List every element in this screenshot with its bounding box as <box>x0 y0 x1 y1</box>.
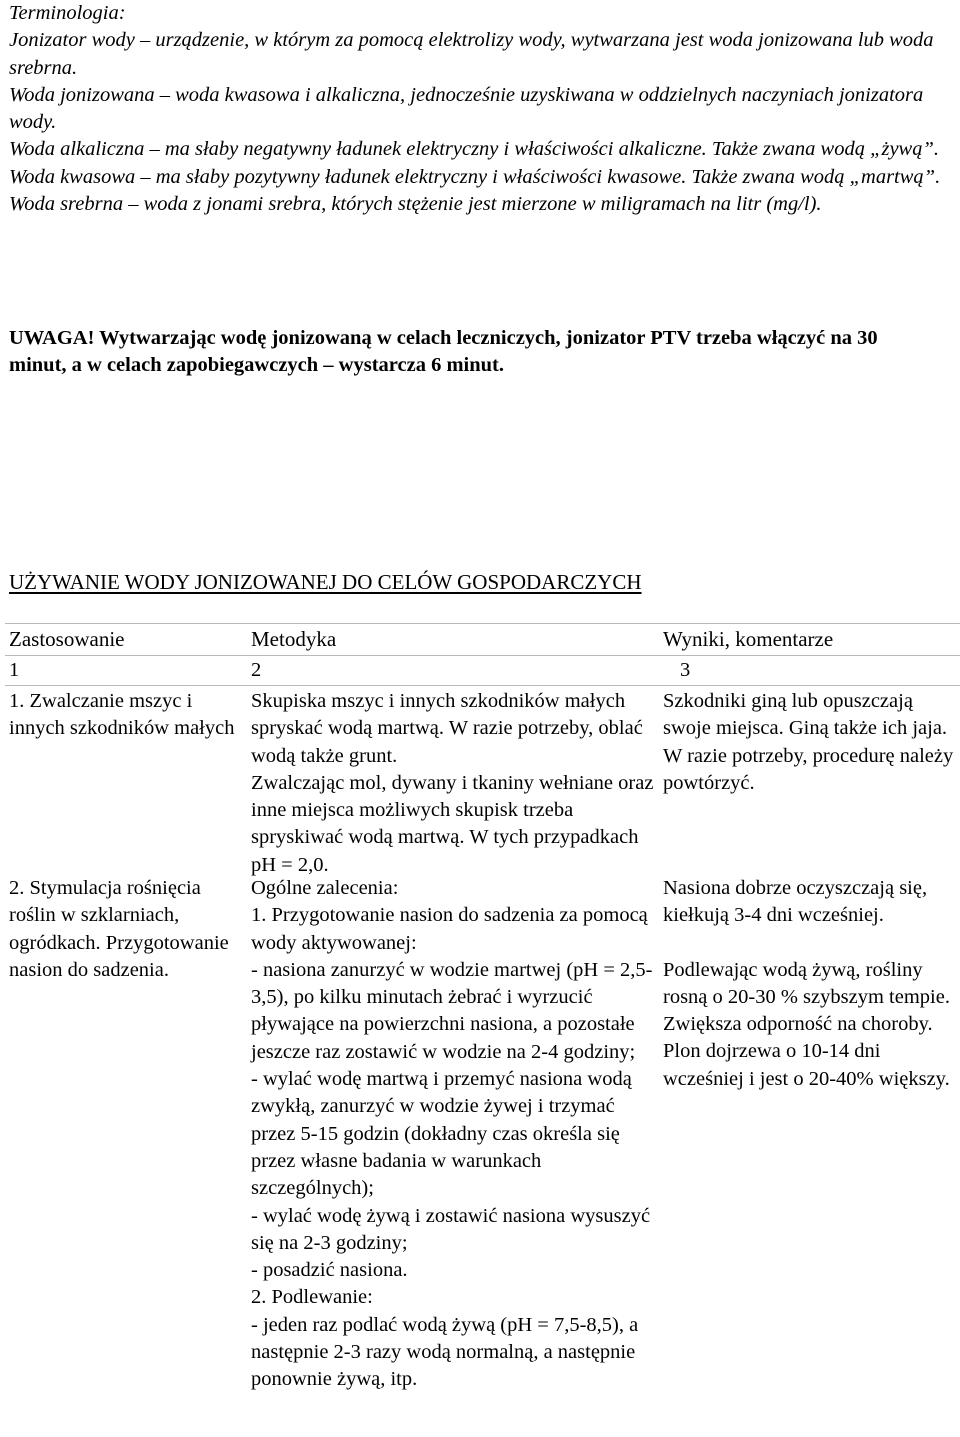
term-alkaline-water: Woda alkaliczna – ma słaby negatywny ładunek elektryczny i właściwości alkaliczne. Także zwana wodą „żywą”. <box>9 138 939 161</box>
cell-method-2 <box>251 875 659 1394</box>
table-header-row <box>5 623 960 655</box>
results-2-paragraph-1: Nasiona dobrze oczyszczają się, kiełkują 3-4 dni wcześniej. <box>663 877 928 927</box>
cell-results-1 <box>663 688 960 797</box>
table-row-plants <box>5 877 960 1437</box>
header-application: Zastosowanie <box>9 627 125 651</box>
terminology-section <box>9 0 949 218</box>
method-2-paragraph-6: - posadzić nasiona. <box>251 1259 408 1282</box>
method-2-paragraph-5: - wylać wodę żywą i zostawić nasiona wysuszyć się na 2-3 godziny; <box>251 1204 651 1254</box>
table-row-pests <box>5 685 960 877</box>
column-number-3: 3 <box>680 659 691 681</box>
cell-method-1 <box>251 688 659 879</box>
cell-application-2: 2. Stymulacja rośnięcia roślin w szklarniach, ogródkach. Przygotowanie nasion do sadzenia. <box>9 877 229 981</box>
results-2-paragraph-3: Plon dojrzewa o 10-14 dni wcześniej i jest o 20-40% większy. <box>663 1040 950 1090</box>
method-2-paragraph-3: - nasiona zanurzyć w wodzie martwej (pH = 2,5-3,5), po kilku minutach żebrać i wyrzucić pływające na powierzchni nasiona, a pozostałe jeszcze raz zostawić w wodzie na 2-4 godziny; <box>251 958 653 1063</box>
method-2-paragraph-2: 1. Przygotowanie nasion do sadzenia za pomocą wody aktywowanej: <box>251 904 648 954</box>
method-2-paragraph-8: - jeden raz podlać wodą żywą (pH = 7,5-8,5), a następnie 2-3 razy wodą normalną, a następnie ponownie żywą, itp. <box>251 1313 639 1391</box>
column-number-1: 1 <box>9 659 20 681</box>
column-number-2: 2 <box>251 659 262 681</box>
terminology-heading: Terminologia: <box>9 2 126 24</box>
header-results: Wyniki, komentarze <box>663 627 834 651</box>
results-2-paragraph-2: Podlewając wodą żywą, rośliny rosną o 20-30 % szybszym tempie. Zwiększa odporność na choroby. <box>663 958 950 1036</box>
results-1-paragraph-2: W razie potrzeby, procedurę należy powtórzyć. <box>663 744 954 794</box>
method-2-paragraph-7: 2. Podlewanie: <box>251 1286 373 1309</box>
warning-note: UWAGA! Wytwarzając wodę jonizowaną w celach leczniczych, jonizator PTV trzeba włączyć na 30 minut, a w celach zapobiegawczych – wystarcza 6 minut. <box>9 327 878 377</box>
usage-table <box>5 623 960 1437</box>
section-title: UŻYWANIE WODY JONIZOWANEJ DO CELÓW GOSPODARCZYCH <box>9 570 642 594</box>
term-silver-water: Woda srebrna – woda z jonami srebra, których stężenie jest mierzone w miligramach na litr (mg/l). <box>9 193 822 216</box>
method-1-paragraph-1: Skupiska mszyc i innych szkodników małych spryskać wodą martwą. W razie potrzeby, oblać wodą także grunt. <box>251 690 643 767</box>
method-1-paragraph-2: Zwalczając mol, dywany i tkaniny wełniane oraz inne miejsca możliwych skupisk trzeba spryskiwać wodą martwą. W tych przypadkach pH = 2,0. <box>251 771 654 876</box>
cell-results-2 <box>663 875 960 1093</box>
method-2-paragraph-1: Ogólne zalecenia: <box>251 877 399 899</box>
results-1-paragraph-1: Szkodniki giną lub opuszczają swoje miejsca. Giną także ich jaja. <box>663 690 948 740</box>
table-number-row <box>5 655 960 685</box>
header-method: Metodyka <box>251 627 337 651</box>
term-acidic-water: Woda kwasowa – ma słaby pozytywny ładunek elektryczny i właściwości kwasowe. Także zwana wodą „martwą”. <box>9 165 941 188</box>
term-ionized-water: Woda jonizowana – woda kwasowa i alkaliczna, jednocześnie uzyskiwana w oddzielnych naczyniach jonizatora wody. <box>9 83 924 134</box>
cell-application-1: 1. Zwalczanie mszyc i innych szkodników małych <box>9 690 235 740</box>
term-ionizer: Jonizator wody – urządzenie, w którym za pomocą elektrolizy wody, wytwarzana jest woda jonizowana lub woda srebrna. <box>9 29 934 79</box>
method-2-paragraph-4: - wylać wodę martwą i przemyć nasiona wodą zwykłą, zanurzyć w wodzie żywej i trzymać przez 5-15 godzin (dokładny czas określa się przez własne badania w warunkach szczególnych); <box>251 1068 632 1200</box>
